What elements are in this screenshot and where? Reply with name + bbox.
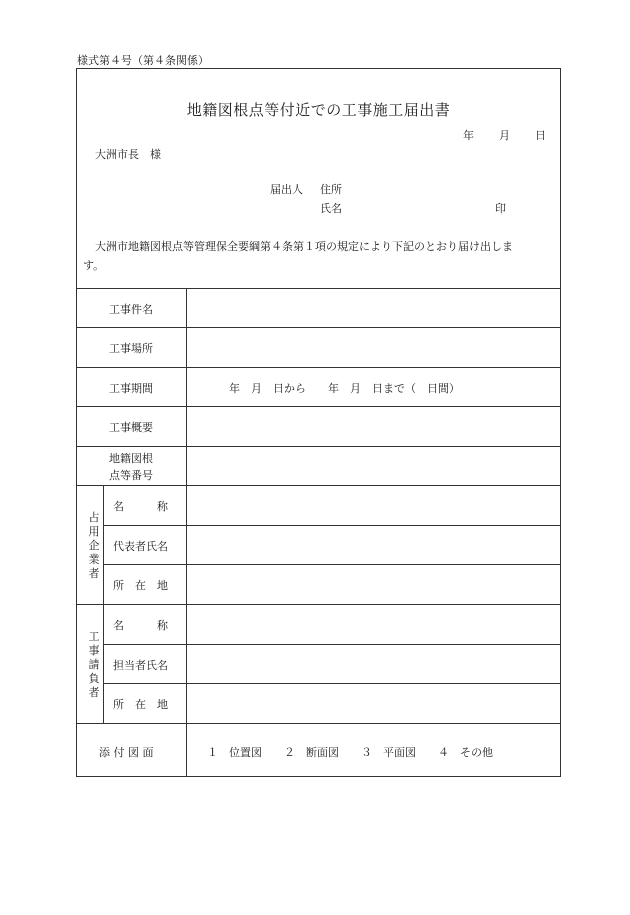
control-point-label-1: 地籍図根: [109, 452, 153, 465]
control-point-label-2: 点等番号: [109, 469, 153, 482]
statement-line-1: 大洲市地籍図根点等管理保全要綱第４条第１項の規定により下記のとおり届け出しま: [95, 240, 513, 253]
addressee: 大洲市長 様: [95, 148, 161, 161]
applicant-name-label: 氏名: [320, 202, 342, 215]
occupant-name-label: 名 称: [113, 500, 168, 513]
date-day: 日: [535, 129, 546, 142]
occupant-group-label: 占用企業者: [88, 511, 100, 580]
contractor-name-label: 名 称: [113, 619, 168, 632]
statement-line-2: す。: [83, 259, 105, 272]
seal-mark: 印: [495, 202, 506, 215]
occupant-address-label: 所 在 地: [113, 579, 168, 592]
contractor-person-label: 担当者氏名: [113, 659, 168, 672]
form-frame: [76, 68, 561, 777]
project-name-label: 工事件名: [109, 303, 153, 316]
occupant-representative-label: 代表者氏名: [113, 540, 168, 553]
date-year: 年: [463, 129, 474, 142]
applicant-address-label: 住所: [320, 183, 342, 196]
period-value: 年 月 日から 年 月 日まで（ 日間）: [229, 382, 460, 395]
form-reference: 様式第４号（第４条関係）: [77, 54, 209, 67]
applicant-label: 届出人: [270, 183, 303, 196]
period-label: 工事期間: [109, 382, 153, 395]
attachments-label: 添 付 図 面: [99, 746, 154, 759]
location-label: 工事場所: [109, 342, 153, 355]
contractor-group-label: 工事請負者: [88, 630, 100, 699]
form-title: 地籍図根点等付近での工事施工届出書: [186, 101, 451, 119]
date-month: 月: [499, 129, 510, 142]
overview-label: 工事概要: [109, 421, 153, 434]
contractor-address-label: 所 在 地: [113, 698, 168, 711]
attachments-items: １ 位置図 ２ 断面図 ３ 平面図 ４ その他: [207, 746, 493, 759]
